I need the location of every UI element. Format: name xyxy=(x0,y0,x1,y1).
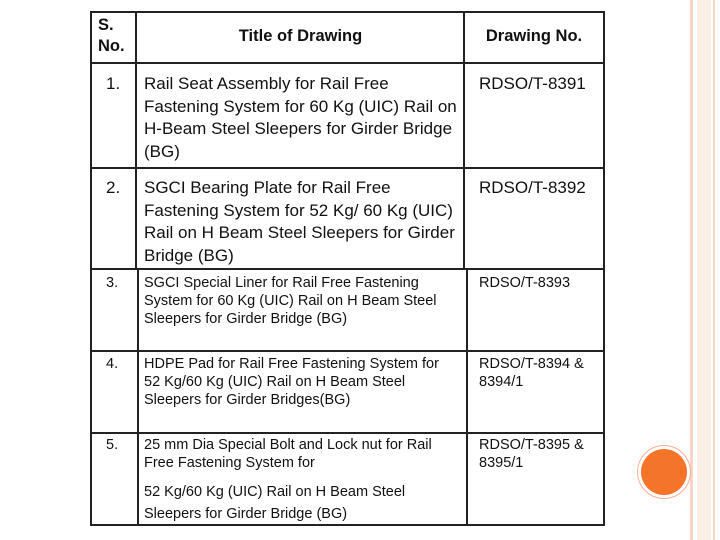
row-divider xyxy=(90,350,605,352)
row-4-drawing-no: RDSO/T-8394 & 8394/1 xyxy=(479,356,584,390)
row-5-title-part2: 52 Kg/60 Kg (UIC) Rail on H Beam Steel Sleepers for Girder Bridge (BG) xyxy=(144,484,406,522)
row-4-sno: 4. xyxy=(106,356,119,372)
row-divider xyxy=(90,62,605,64)
side-stripe xyxy=(690,0,693,540)
header-title: Title of Drawing xyxy=(238,27,363,45)
row-1-drawing-no: RDSO/T-8391 xyxy=(479,74,586,93)
row-3-drawing-no: RDSO/T-8393 xyxy=(479,275,571,291)
table-border-top xyxy=(90,11,605,13)
row-5-drawing-no: RDSO/T-8395 & 8395/1 xyxy=(479,437,584,471)
column-divider xyxy=(466,270,468,526)
column-divider xyxy=(463,11,465,270)
row-5-title-part1: 25 mm Dia Special Bolt and Lock nut for Rail Free Fastening System for xyxy=(144,437,432,471)
column-divider xyxy=(135,11,137,270)
drawing-list-table xyxy=(90,11,605,526)
row-2-drawing-no: RDSO/T-8392 xyxy=(479,178,586,197)
row-2-title: SGCI Bearing Plate for Rail Free Fastening System for 52 Kg/ 60 Kg (UIC) Rail on H Beam Steel Sleepers for Girder Bridge (BG) xyxy=(144,178,455,266)
side-stripe xyxy=(713,0,715,540)
header-drawing-no: Drawing No. xyxy=(485,27,583,45)
row-divider xyxy=(90,268,605,270)
row-3-title: SGCI Special Liner for Rail Free Fastening System for 60 Kg (UIC) Rail on H Beam Steel Sleepers for Girder Bridge (BG) xyxy=(144,275,437,327)
row-3-sno: 3. xyxy=(106,275,119,291)
orange-circle-decoration xyxy=(641,449,687,495)
row-divider xyxy=(90,432,605,434)
column-divider xyxy=(137,270,139,526)
header-sno: S. No. xyxy=(98,16,125,55)
row-5-sno: 5. xyxy=(106,437,119,453)
row-1-title: Rail Seat Assembly for Rail Free Fastening System for 60 Kg (UIC) Rail on H-Beam Steel Sleepers for Girder Bridge (BG) xyxy=(144,74,457,162)
row-1-sno: 1. xyxy=(106,74,121,93)
row-divider xyxy=(90,167,605,169)
row-2-sno: 2. xyxy=(106,178,121,197)
side-stripe xyxy=(697,0,711,540)
row-4-title: HDPE Pad for Rail Free Fastening System for 52 Kg/60 Kg (UIC) Rail on H Beam Steel Sleepers for Girder Bridges(BG) xyxy=(144,356,439,408)
